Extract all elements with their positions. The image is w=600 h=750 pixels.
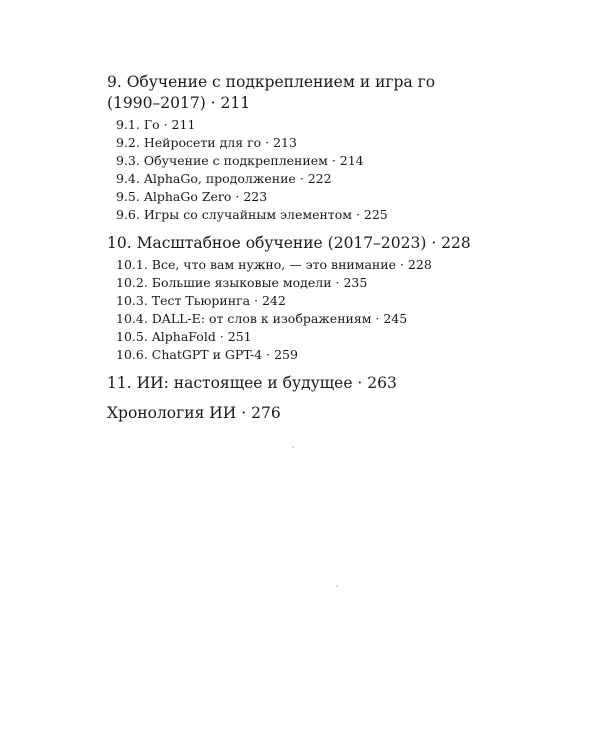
section-item: 9.1. Го · 211: [116, 117, 196, 132]
chapter-title: 11. ИИ: настоящее и будущее · 263: [107, 374, 397, 392]
section-item: 9.4. AlphaGo, продолжение · 222: [116, 171, 332, 186]
section-item: 10.5. AlphaFold · 251: [116, 329, 252, 344]
chapter-title: 10. Масштабное обучение (2017–2023) · 228: [107, 234, 471, 252]
chapter-title: 9. Обучение с подкреплением и игра го: [107, 73, 436, 91]
section-item: 9.3. Обучение с подкреплением · 214: [116, 153, 364, 168]
paper-speck: [336, 585, 338, 587]
chapter-title-continuation: (1990–2017) · 211: [107, 94, 251, 112]
section-item: 10.6. ChatGPT и GPT-4 · 259: [116, 347, 298, 362]
section-item: 10.4. DALL-E: от слов к изображениям · 245: [116, 311, 408, 326]
chapter-title: Хронология ИИ · 276: [107, 404, 281, 422]
section-list: [107, 256, 527, 364]
table-of-contents: [107, 72, 527, 433]
paper-speck: [292, 446, 294, 448]
section-item: 9.6. Игры со случайным элементом · 225: [116, 207, 388, 222]
section-item: 10.2. Большие языковые модели · 235: [116, 275, 368, 290]
chapter-11: [107, 373, 527, 394]
section-item: 9.2. Нейросети для го · 213: [116, 135, 297, 150]
timeline-entry: [107, 403, 527, 424]
chapter-10: [107, 233, 527, 364]
chapter-9: [107, 72, 527, 224]
section-list: [107, 116, 527, 224]
section-item: 10.1. Все, что вам нужно, — это внимание · 228: [116, 257, 432, 272]
section-item: 10.3. Тест Тьюринга · 242: [116, 293, 286, 308]
section-item: 9.5. AlphaGo Zero · 223: [116, 189, 268, 204]
